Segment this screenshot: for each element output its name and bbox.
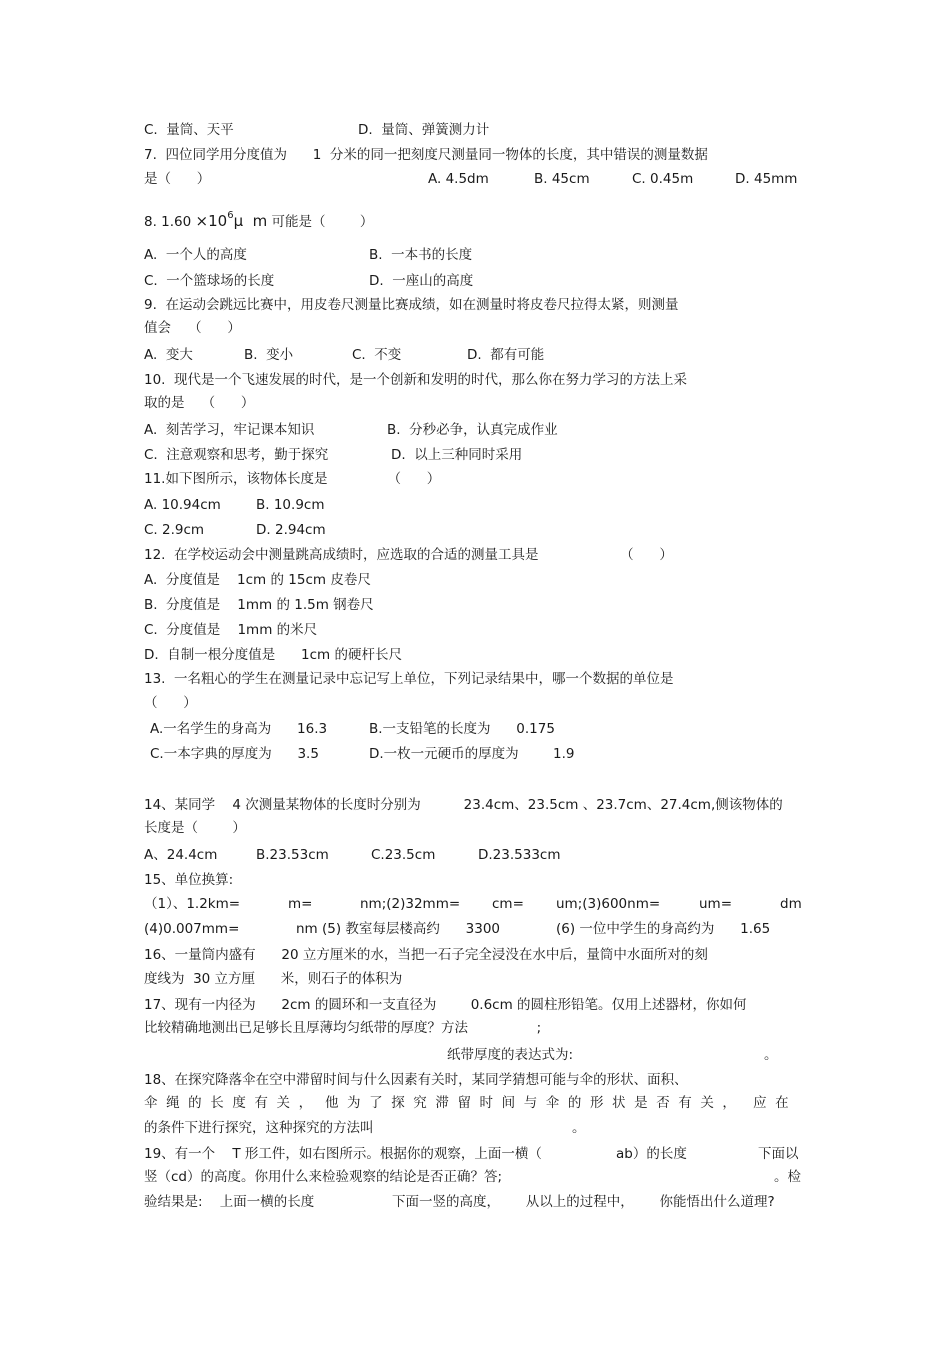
q13-option-c: C.一本字典的厚度为 3.5 xyxy=(150,746,319,762)
q7-option-d: D. 45mm xyxy=(735,171,798,187)
q14-option-d: D.23.533cm xyxy=(478,847,561,863)
q8-stem-post: 可能是（ ） xyxy=(267,214,374,230)
q7-option-c: C. 0.45m xyxy=(632,171,694,187)
q12-option-b: B. 分度值是 1mm 的 1.5m 钢卷尺 xyxy=(144,597,374,613)
q13-option-a: A.一名学生的身高为 16.3 xyxy=(150,721,328,737)
q13-option-d: D.一枚一元硬币的厚度为 1.9 xyxy=(369,746,575,762)
q17-stem-line1: 17、现有一内径为 2cm 的圆环和一支直径为 0.6cm 的圆柱形铅笔。仅用上述器材，你如何 xyxy=(144,997,747,1013)
q7-stem-line1: 7. 四位同学用分度值为 1 分米的同一把刻度尺测量同一物体的长度，其中错误的测量数据 xyxy=(144,147,708,163)
q11-option-c: C. 2.9cm xyxy=(144,522,205,538)
q10-option-b: B. 分秒必争，认真完成作业 xyxy=(387,422,558,438)
q8-option-b: B. 一本书的长度 xyxy=(369,247,473,263)
q14-option-c: C.23.5cm xyxy=(371,847,436,863)
q19-stem-line1-b: ab）的长度 xyxy=(616,1146,687,1162)
q18-stem-line1: 18、在探究降落伞在空中滞留时间与什么因素有关时，某同学猜想可能与伞的形状、面积、 xyxy=(144,1072,688,1088)
q8-option-a: A. 一个人的高度 xyxy=(144,247,247,263)
q8-stem xyxy=(144,212,373,233)
q19-stem-line2-b: 。检 xyxy=(774,1169,801,1185)
q10-option-d: D. 以上三种同时采用 xyxy=(391,447,523,463)
q8-exponent: 6 xyxy=(227,210,234,221)
q19-stem-line3-a: 验结果是: 上面一横的长度 xyxy=(144,1194,315,1210)
q15-l1-part-g: dm xyxy=(780,896,802,912)
q15-l1-part-b: m= xyxy=(288,896,313,912)
q10-stem-line2: 取的是 （ ） xyxy=(144,395,255,411)
q13-stem-line1: 13. 一名粗心的学生在测量记录中忘记写上单位，下列记录结果中，哪一个数据的单位是 xyxy=(144,671,674,687)
q14-stem-line2: 长度是（ ） xyxy=(144,820,246,836)
q8-unit: μ m xyxy=(233,212,268,230)
q10-option-c: C. 注意观察和思考，勤于探究 xyxy=(144,447,329,463)
q13-stem-line2: （ ） xyxy=(144,695,197,711)
q7-option-b: B. 45cm xyxy=(534,171,590,187)
q16-stem-line2: 度线为 30 立方厘 米，则石子的体积为 xyxy=(144,971,403,987)
q12-option-c: C. 分度值是 1mm 的米尺 xyxy=(144,622,318,638)
q15-l2-part-a: (4)0.007mm= xyxy=(144,921,240,937)
q17-expression-label: 纸带厚度的表达式为: xyxy=(447,1047,574,1063)
q8-times: ×10 xyxy=(195,212,228,230)
q10-option-a: A. 刻苦学习，牢记课本知识 xyxy=(144,422,315,438)
q8-option-c: C. 一个篮球场的长度 xyxy=(144,273,275,289)
q15-l1-part-c: nm;(2)32mm= xyxy=(360,896,461,912)
q7-option-a: A. 4.5dm xyxy=(428,171,489,187)
q16-stem-line1: 16、一量筒内盛有 20 立方厘米的水，当把一石子完全浸没在水中后，量筒中水面所对的刻 xyxy=(144,947,708,963)
q9-option-d: D. 都有可能 xyxy=(467,347,545,363)
q18-stem-line2: 伞 绳 的 长 度 有 关 ， 他 为 了 探 究 滞 留 时 间 与 伞 的 形 状 是 否 有 关 ， 应 在 xyxy=(144,1095,789,1111)
q11-option-d: D. 2.94cm xyxy=(256,522,326,538)
q17-end-mark: 。 xyxy=(764,1047,778,1063)
q19-stem-line2-a: 竖（cd）的高度。你用什么来检验观察的结论是否正确？答; xyxy=(144,1169,503,1185)
q7-stem-line2: 是（ ） xyxy=(144,171,211,187)
q9-option-b: B. 变小 xyxy=(244,347,294,363)
q6-option-d: D. 量筒、弹簧测力计 xyxy=(358,122,490,138)
q17-stem-line2: 比较精确地测出已足够长且厚薄均匀纸带的厚度？方法 ; xyxy=(144,1020,542,1036)
q19-stem-line3-b: 下面一竖的高度， 从以上的过程中， 你能悟出什么道理? xyxy=(392,1194,775,1210)
q14-option-b: B.23.53cm xyxy=(256,847,329,863)
q8-stem-pre: 8. 1.60 xyxy=(144,214,196,230)
q15-l1-part-e: um;(3)600nm= xyxy=(556,896,661,912)
q8-option-d: D. 一座山的高度 xyxy=(369,273,474,289)
q11-option-a: A. 10.94cm xyxy=(144,497,221,513)
q14-option-a: A、24.4cm xyxy=(144,847,218,863)
q14-stem-line1: 14、某同学 4 次测量某物体的长度时分别为 23.4cm、23.5cm 、23.7cm、27.4cm,侧该物体的 xyxy=(144,797,783,813)
q12-stem: 12. 在学校运动会中测量跳高成绩时，应选取的合适的测量工具是 （ ） xyxy=(144,547,673,563)
q11-stem: 11.如下图所示，该物体长度是 （ ） xyxy=(144,471,441,487)
q6-option-c: C. 量筒、天平 xyxy=(144,122,234,138)
q9-stem-line1: 9. 在运动会跳远比赛中，用皮卷尺测量比赛成绩，如在测量时将皮卷尺拉得太紧，则测量 xyxy=(144,297,679,313)
q9-stem-line2: 值会 （ ） xyxy=(144,320,241,336)
q10-stem-line1: 10. 现代是一个飞速发展的时代，是一个创新和发明的时代，那么你在努力学习的方法上采 xyxy=(144,372,688,388)
q15-stem: 15、单位换算: xyxy=(144,872,234,888)
q13-option-b: B.一支铅笔的长度为 0.175 xyxy=(369,721,555,737)
q19-stem-line1-a: 19、有一个 T 形工件，如右图所示。根据你的观察，上面一横（ xyxy=(144,1146,542,1162)
q15-l1-part-d: cm= xyxy=(492,896,524,912)
q15-l1-part-a: （1）、1.2km= xyxy=(144,896,241,912)
q11-option-b: B. 10.9cm xyxy=(256,497,325,513)
q15-l2-part-c: (6) 一位中学生的身高约为 1.65 xyxy=(556,921,771,937)
q18-stem-line3: 的条件下进行探究，这种探究的方法叫 xyxy=(144,1120,374,1136)
q9-option-c: C. 不变 xyxy=(352,347,402,363)
q12-option-d: D. 自制一根分度值是 1cm 的硬杆长尺 xyxy=(144,647,402,663)
q19-stem-line1-c: 下面以 xyxy=(758,1146,799,1162)
q12-option-a: A. 分度值是 1cm 的 15cm 皮卷尺 xyxy=(144,572,371,588)
q9-option-a: A. 变大 xyxy=(144,347,193,363)
q15-l2-part-b: nm (5) 教室每层楼高约 3300 xyxy=(296,921,501,937)
q15-l1-part-f: um= xyxy=(699,896,733,912)
q18-end-mark: 。 xyxy=(572,1120,586,1136)
